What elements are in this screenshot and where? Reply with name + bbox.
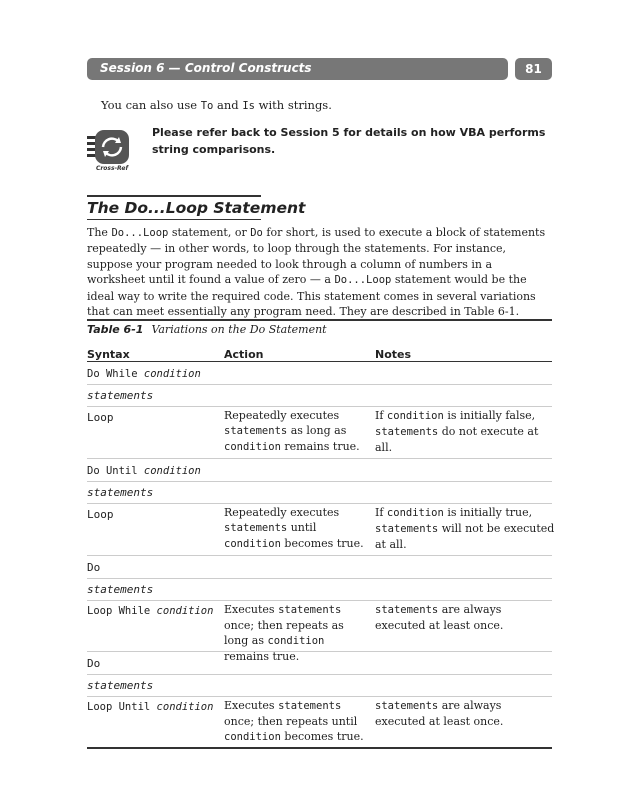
notes-cell: If condition is initially true, statements will not be executed at all. — [375, 506, 555, 551]
table-row: Do — [87, 652, 552, 675]
table-row: statements — [87, 481, 552, 504]
section-top-rule — [87, 195, 261, 197]
intro-line: You can also use To and Is with strings. — [101, 98, 332, 112]
action-cell: Repeatedly executes statements as long as condition remains true. — [224, 409, 360, 453]
table-row: statements — [87, 384, 552, 407]
session-title: Session 6 — Control Constructs — [100, 61, 312, 75]
table-row: Do — [87, 556, 552, 579]
cross-ref-icon — [87, 128, 132, 173]
page-number: 81 — [515, 58, 552, 80]
table-row: Loop While condition Executes statements once; then repeats as long as condition remains true. statements are always executed at least once. — [87, 600, 552, 652]
running-header — [87, 58, 508, 80]
section-paragraph: The Do...Loop statement, or Do for short, is used to execute a block of statements repeatedly — in other words, to loop through the statements. For instance, suppose your program needed to look through a column of numbers in a worksheet until it found a value of zero — a Do...Loop statement would be the ideal way to write the required code. This statement comes in several variations that can meet essentially any program need. They are described in Table 6-1. — [87, 226, 546, 319]
table-row: Loop Repeatedly executes statements as long as condition remains true. If condition is initially false, statements do not execute at all. — [87, 406, 552, 459]
notes-cell: statements are always executed at least once. — [375, 699, 504, 728]
table-row: Loop Repeatedly executes statements until condition becomes true. If condition is initially true, statements will not be executed at all. — [87, 503, 552, 556]
table-row: statements — [87, 578, 552, 601]
header-notes: Notes — [375, 348, 412, 361]
notes-cell: If condition is initially false, statements do not execute at all. — [375, 409, 539, 454]
table-row: Do Until condition — [87, 459, 552, 482]
table-row: Loop Until condition Executes statements once; then repeats until condition becomes true. statements are always executed at least once. — [87, 696, 552, 749]
header-syntax: Syntax — [87, 348, 130, 361]
table-caption: Table 6-1 Variations on the Do Statement — [87, 323, 327, 336]
action-cell: Executes statements once; then repeats as long as condition remains true. — [224, 603, 344, 663]
table-row: statements — [87, 674, 552, 697]
section-title: The Do...Loop Statement — [87, 199, 306, 217]
cross-ref-icon-label: Cross-Ref — [95, 165, 129, 172]
action-cell: Repeatedly executes statements until condition becomes true. — [224, 506, 364, 550]
section-underline — [87, 219, 261, 220]
cross-ref-note: Please refer back to Session 5 for details on how VBA performs string comparisons. — [152, 126, 546, 156]
table-row: Do While condition — [87, 362, 552, 385]
header-action: Action — [224, 348, 264, 361]
table-top-rule — [87, 319, 552, 321]
notes-cell: statements are always executed at least once. — [375, 603, 504, 632]
action-cell: Executes statements once; then repeats until condition becomes true. — [224, 699, 364, 743]
